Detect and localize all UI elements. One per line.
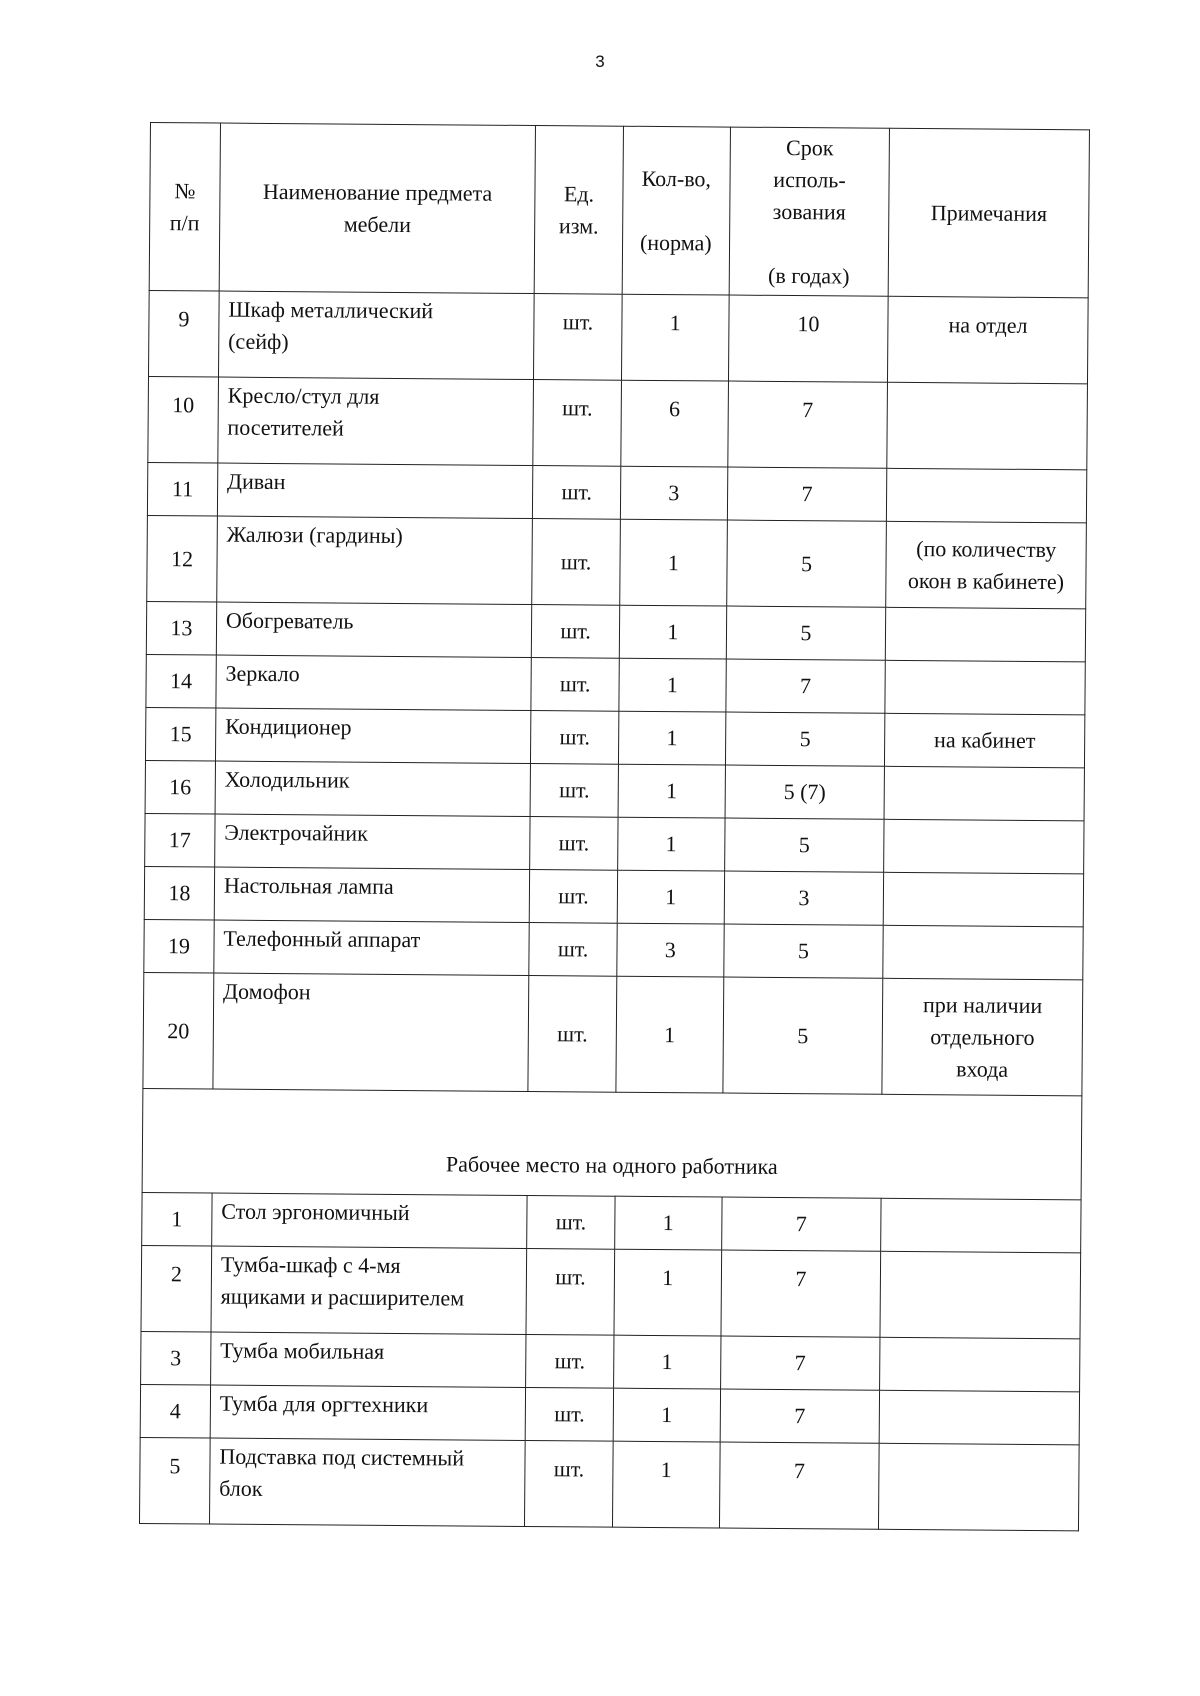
- section-body: [139, 1192, 1081, 1530]
- page-number: 3: [595, 52, 605, 71]
- cell-note: [883, 872, 1083, 927]
- cell-term: 5: [724, 818, 884, 872]
- cell-unit: шт.: [533, 380, 621, 467]
- cell-unit: шт.: [534, 294, 622, 381]
- cell-name: Домофон: [213, 973, 529, 1091]
- cell-number: 15: [145, 707, 215, 761]
- table-row: [148, 376, 1088, 469]
- cell-note: [885, 660, 1085, 715]
- cell-term: 7: [721, 1197, 881, 1251]
- cell-term: 5: [723, 977, 883, 1094]
- table-row: [143, 972, 1083, 1095]
- cell-number: 12: [147, 515, 218, 602]
- cell-name: Обогреватель: [216, 602, 532, 657]
- section-title: Рабочее место на одного работника: [142, 1088, 1082, 1199]
- cell-note: на отдел: [888, 296, 1088, 384]
- cell-unit: шт.: [525, 1440, 613, 1527]
- cell-number: 3: [141, 1331, 211, 1385]
- cell-name: Кондиционер: [215, 708, 531, 763]
- cell-quantity: 1: [621, 294, 729, 381]
- table-row: [145, 760, 1084, 820]
- cell-quantity: 1: [617, 870, 724, 924]
- cell-unit: шт.: [529, 923, 617, 977]
- cell-number: 17: [145, 813, 215, 867]
- cell-quantity: 1: [613, 1388, 720, 1442]
- cell-number: 10: [148, 376, 219, 463]
- header-unit: Ед. изм.: [535, 126, 624, 295]
- cell-unit: шт.: [528, 976, 616, 1093]
- cell-note: [881, 1198, 1081, 1253]
- table-row: [146, 601, 1085, 661]
- cell-quantity: 1: [614, 1249, 722, 1336]
- cell-name: Кресло/стул для посетителей: [218, 377, 534, 465]
- table-row: [142, 1192, 1081, 1252]
- cell-term: 3: [724, 871, 884, 925]
- cell-term: 5 (7): [725, 765, 885, 819]
- cell-quantity: 6: [621, 380, 729, 467]
- cell-note: [879, 1390, 1079, 1445]
- cell-name: Электрочайник: [215, 814, 531, 869]
- cell-name: Зеркало: [216, 655, 532, 710]
- cell-name: Тумба для оргтехники: [210, 1385, 526, 1440]
- cell-unit: шт.: [527, 1195, 615, 1249]
- cell-quantity: 1: [617, 817, 724, 871]
- table-row: [141, 1331, 1080, 1391]
- cell-note: [880, 1337, 1080, 1392]
- cell-quantity: 1: [619, 658, 726, 712]
- cell-term: 7: [720, 1336, 880, 1390]
- cell-quantity: 1: [614, 1196, 721, 1250]
- header-quantity: Кол-во, (норма): [622, 126, 730, 295]
- cell-note: [887, 468, 1087, 523]
- cell-note: (по количеству окон в кабинете): [886, 521, 1086, 609]
- table-row: [145, 707, 1084, 767]
- cell-unit: шт.: [526, 1387, 614, 1441]
- table-row: [139, 1437, 1079, 1530]
- cell-number: 11: [147, 462, 217, 516]
- header-notes: Примечания: [888, 128, 1089, 298]
- cell-name: Стол эргономичный: [212, 1193, 528, 1248]
- cell-unit: шт.: [526, 1334, 614, 1388]
- cell-unit: шт.: [532, 519, 620, 606]
- cell-term: 5: [725, 712, 885, 766]
- cell-number: 16: [145, 760, 215, 814]
- cell-quantity: 1: [618, 711, 725, 765]
- cell-number: 19: [144, 919, 214, 973]
- cell-note: на кабинет: [885, 713, 1085, 768]
- cell-number: 5: [139, 1437, 210, 1524]
- cell-unit: шт.: [530, 870, 618, 924]
- cell-note: [879, 1443, 1079, 1531]
- cell-unit: шт.: [530, 817, 618, 871]
- cell-note: при наличии отдельного входа: [882, 978, 1083, 1096]
- cell-term: 10: [728, 295, 888, 382]
- cell-note: [887, 382, 1087, 470]
- table-row: [149, 290, 1089, 383]
- header-term: Срок исполь- зования (в годах): [729, 127, 890, 296]
- cell-name: Шкаф металлический (сейф): [218, 291, 534, 379]
- cell-name: Телефонный аппарат: [214, 920, 530, 975]
- cell-number: 20: [143, 972, 214, 1089]
- cell-number: 18: [144, 866, 214, 920]
- cell-unit: шт.: [530, 764, 618, 818]
- cell-number: 1: [142, 1192, 212, 1246]
- table-row: [140, 1384, 1079, 1444]
- cell-number: 4: [140, 1384, 210, 1438]
- cell-quantity: 3: [620, 466, 727, 520]
- header-name: Наименование предмета мебели: [219, 123, 536, 293]
- table-row: [146, 654, 1085, 714]
- cell-number: 2: [141, 1245, 212, 1332]
- cell-note: [884, 766, 1084, 821]
- cell-number: 13: [146, 601, 216, 655]
- cell-note: [880, 1251, 1080, 1339]
- cell-number: 14: [146, 654, 216, 708]
- table-row: [144, 919, 1083, 979]
- table-row: [144, 866, 1083, 926]
- cell-number: 9: [149, 290, 220, 377]
- cell-term: 7: [727, 467, 887, 521]
- cell-unit: шт.: [531, 711, 619, 765]
- cell-quantity: 1: [612, 1441, 720, 1528]
- cell-unit: шт.: [526, 1248, 614, 1335]
- cell-quantity: 1: [619, 519, 727, 606]
- cell-note: [883, 925, 1083, 980]
- cell-term: 7: [721, 1250, 881, 1337]
- cell-quantity: 1: [618, 764, 725, 818]
- cell-unit: шт.: [531, 658, 619, 712]
- cell-note: [884, 819, 1084, 874]
- cell-term: 5: [726, 606, 886, 660]
- cell-quantity: 1: [619, 605, 726, 659]
- cell-unit: шт.: [533, 466, 621, 520]
- table-row: [147, 515, 1087, 608]
- table-row: [145, 813, 1084, 873]
- cell-name: Подставка под системный блок: [209, 1438, 525, 1526]
- cell-term: 5: [724, 924, 884, 978]
- table-body: [143, 290, 1088, 1095]
- header-number: № п/п: [149, 123, 220, 292]
- cell-term: 7: [719, 1442, 879, 1529]
- cell-quantity: 3: [617, 923, 724, 977]
- cell-unit: шт.: [532, 605, 620, 659]
- cell-quantity: 1: [616, 976, 724, 1093]
- cell-name: Настольная лампа: [214, 867, 530, 922]
- cell-term: 5: [726, 520, 886, 607]
- cell-term: 7: [728, 381, 888, 468]
- table-row: [141, 1245, 1081, 1338]
- cell-note: [885, 607, 1085, 662]
- cell-name: Тумба мобильная: [210, 1332, 526, 1387]
- cell-quantity: 1: [613, 1335, 720, 1389]
- cell-name: Диван: [217, 463, 533, 518]
- cell-name: Жалюзи (гардины): [217, 516, 533, 604]
- cell-term: 7: [726, 659, 886, 713]
- cell-term: 7: [720, 1389, 880, 1443]
- table-row: [147, 462, 1086, 522]
- cell-name: Холодильник: [215, 761, 531, 816]
- furniture-table: [139, 122, 1090, 1531]
- table-header-row: [149, 123, 1089, 298]
- cell-name: Тумба-шкаф с 4-мя ящиками и расширителем: [211, 1246, 527, 1334]
- section-header-row: [142, 1088, 1082, 1199]
